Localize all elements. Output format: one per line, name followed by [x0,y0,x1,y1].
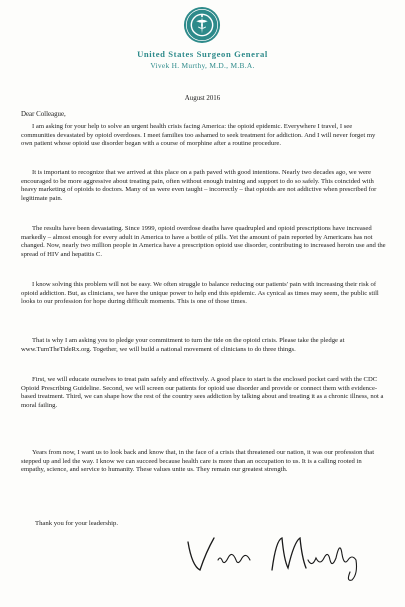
office-title: United States Surgeon General [137,49,268,59]
paragraph-7: Years from now, I want us to look back and know that, in the face of a crisis that threatened our nation, it was our profession that stepped up and led the way. I know we can succeed because health care is more than an occupation to us. It is a calling rooted in empathy, science, and service to humanity. These values unite us. They remain our greatest strength. [21,449,375,474]
salutation: Dear Colleague, [21,111,66,118]
paragraph-3: The results have been devastating. Since 1999, opioid overdose deaths have quadrupled and opioid prescriptions have increased markedly – almost enough for every adult in America to have a bottle of pills. Yet the amount of pain reported by Americans has not changed. Now, nearly two million people in America have a prescription opioid use disorder, contributing to increased heroin use and the spread of HIV and hepatitis C. [21,225,386,258]
officer-name: Vivek H. Murthy, M.D., M.B.A. [150,61,255,70]
paragraph-2: It is important to recognize that we arrived at this place on a path paved with good intentions. Nearly two decades ago, we were encouraged to be more aggressive about treating pain, often without enough training and support to do so safely. This coincided with heavy marketing of opioids to doctors. Many of us were even taught – incorrectly – that opioids are not addictive when prescribed for legitimate pain. [21,169,377,202]
paragraph-1: I am asking for your help to solve an urgent health crisis facing America: the opioid epidemic. Everywhere I travel, I see communities devastated by opioid overdoses. I meet families too ashamed to seek treatment for addiction. And I will never forget my own patient whose opioid use disorder began with a course of morphine after a routine procedure. [21,123,376,148]
paragraph-4: I know solving this problem will not be easy. We often struggle to balance reducing our patients' pain with increasing their risk of opioid addiction. But, as clinicians, we have the unique power to help end this epidemic. As cynical as times may seem, the public still looks to our profession for hope during difficult moments. This is one of those times. [21,281,379,306]
paragraph-5: That is why I am asking you to pledge your commitment to turn the tide on the opioid crisis. Please take the pledge at www.TurnTheTideRx.org. Together, we will build a national movement of clinicians to do three things. [21,337,345,353]
handwritten-signature [180,530,370,582]
closing-line: Thank you for your leadership. [35,520,119,527]
letter-date: August 2016 [184,95,221,102]
paragraph-6: First, we will educate ourselves to treat pain safely and effectively. A good place to start is the enclosed pocket card with the CDC Opioid Prescribing Guideline. Second, we will screen our patients for opioid use disorder and provide or connect them with evidence-based treatment. Third, we can shape how the rest of the country sees addiction by talking about and treating it as a chronic illness, not a moral failing. [21,376,384,409]
surgeon-general-seal-icon [183,6,221,44]
